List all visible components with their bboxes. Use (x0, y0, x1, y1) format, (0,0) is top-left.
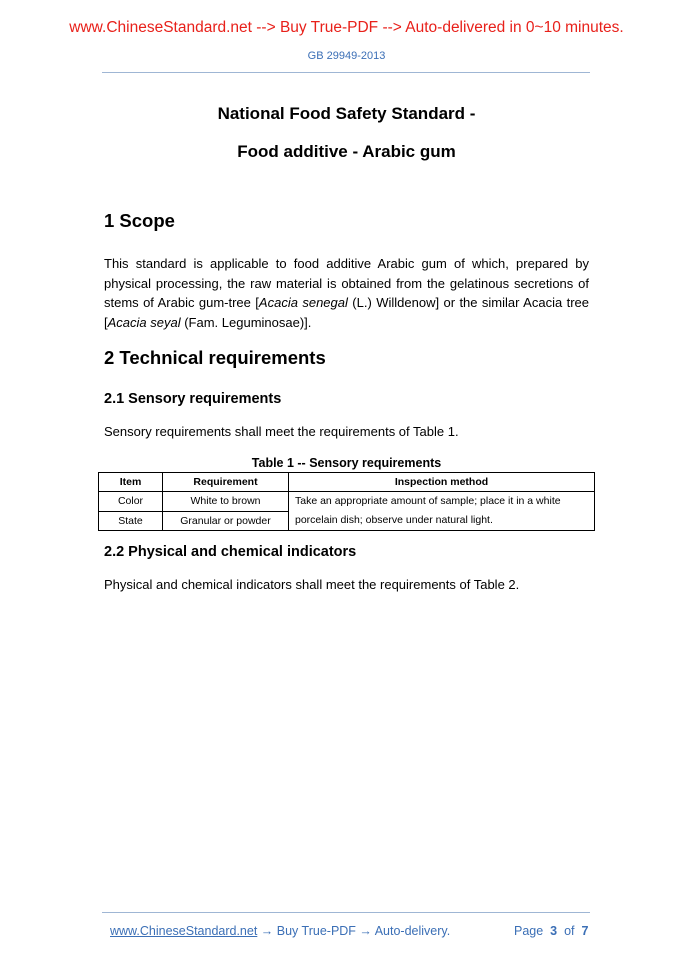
scope-italic-a: Acacia senegal (258, 295, 348, 310)
table-cell-item: Color (99, 492, 163, 512)
table-cell-requirement: White to brown (163, 492, 289, 512)
table1-caption: Table 1 -- Sensory requirements (251, 456, 442, 470)
table-cell-item: State (99, 511, 163, 531)
table-cell-requirement: Granular or powder (163, 511, 289, 531)
section2-heading: 2 Technical requirements (104, 347, 326, 368)
sensory-requirements-table (98, 472, 595, 531)
footer-link[interactable]: www.ChineseStandard.net (110, 924, 258, 938)
scope-italic-b: Acacia seyal (107, 314, 181, 330)
page-label: Page (514, 924, 544, 938)
subsection-2-2-heading: 2.2 Physical and chemical indicators (104, 544, 357, 560)
page-current: 3 (550, 924, 558, 938)
table-header-row (99, 473, 595, 492)
table-header-requirement: Requirement (163, 473, 289, 492)
scope-text-c: (Fam. Leguminosae)]. (180, 314, 312, 330)
method-line2: porcelain dish; observe under natural light. (295, 514, 493, 526)
table-row (99, 492, 595, 512)
subsection-2-1-text: Sensory requirements shall meet the requirements of Table 1. (104, 424, 459, 439)
scope-text-a: This standard is applicable to food additive Arabic gum of which, prepared by physical processing, the raw material is obtained from the gelatinous secretions of stems of Arabic gum-tree [ (104, 256, 589, 310)
document-title-line1: National Food Safety Standard - (217, 104, 476, 123)
footer-tagline: → Buy True-PDF → Auto-delivery. (257, 924, 451, 938)
scope-text-b: (L.) Willdenow] or the similar Acacia tree [ (104, 295, 589, 330)
page-number (514, 924, 588, 938)
page-of: of (564, 924, 575, 938)
table-header-item: Item (99, 473, 163, 492)
document-code: GB 29949-2013 (307, 50, 386, 62)
top-banner-link[interactable]: www.ChineseStandard.net --> Buy True-PDF --> Auto-delivered in 0~10 minutes. (69, 19, 624, 36)
method-line1: Take an appropriate amount of sample; place it in a white (295, 495, 561, 507)
footer-divider (102, 912, 590, 913)
section1-heading: 1 Scope (104, 210, 175, 231)
header-divider (102, 72, 590, 73)
page-total: 7 (581, 924, 589, 938)
subsection-2-1-heading: 2.1 Sensory requirements (104, 391, 282, 407)
subsection-2-2-text: Physical and chemical indicators shall meet the requirements of Table 2. (104, 577, 520, 592)
table-header-inspection-method: Inspection method (289, 473, 595, 492)
document-title-line2: Food additive - Arabic gum (237, 142, 456, 161)
scope-paragraph (104, 254, 589, 332)
table-cell-inspection-method (289, 492, 595, 531)
footer-text (110, 924, 450, 938)
